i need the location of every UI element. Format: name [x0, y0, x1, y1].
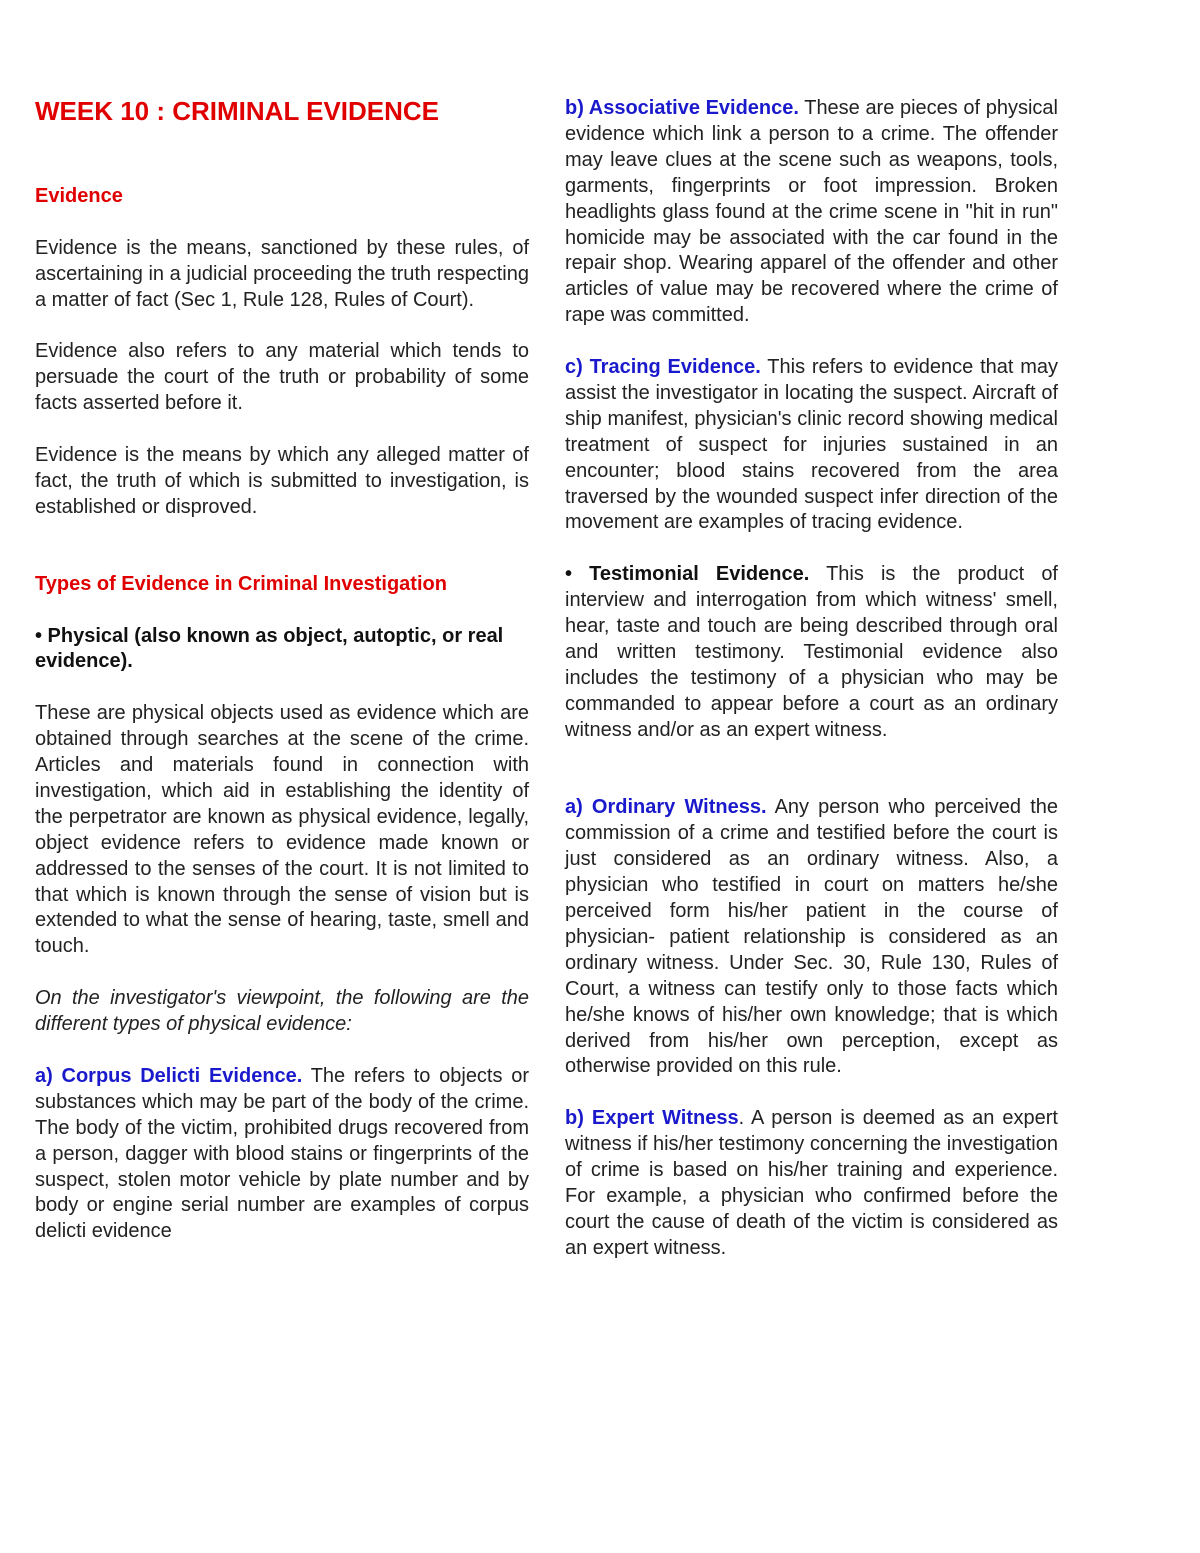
associative-evidence-text: These are pieces of physical evidence which link a person to a crime. The offender may leave clues at the scene such as weapons, tools, garments, fingerprints or foot impression. Broken headlights glass found at the crime scene in "hit in run" homicide may be associated with the car found in the repair shop. Wearing apparel of the offender and other articles of value may be recovered where the crime of rape was committed. [565, 97, 1058, 327]
right-column [565, 96, 1058, 1262]
ordinary-witness-text: Any person who perceived the commission of a crime and testified before the court is just considered as an ordinary witness. Also, a physician who testified in court on matters he/she perceived form his/her patient in the course of physician- patient relationship is considered as an ordinary witness. Under Sec. 30, Rule 130, Rules of Court, a witness can testify only to those facts which he/she knows of his/her own knowledge; that is which derived from his/her own perception, except as otherwise provided on this rule. [565, 796, 1058, 1078]
associative-evidence-paragraph [565, 96, 1058, 329]
evidence-heading: Evidence [35, 185, 123, 207]
page-title: WEEK 10 : CRIMINAL EVIDENCE [35, 96, 440, 126]
corpus-delicti-label: a) Corpus Delicti Evidence. [35, 1064, 303, 1087]
expert-witness-text: . A person is deemed as an expert witness if his/her testimony concerning the investigation of crime is based on his/her training and experience. For example, a physician who confirmed before the court the cause of death of the victim is considered as an expert witness. [565, 1107, 1058, 1259]
ordinary-witness-paragraph [565, 795, 1058, 1080]
corpus-delicti-text: The refers to objects or substances which may be part of the body of the crime. The body of the victim, prohibited drugs recovered from a person, dagger with blood stains or fingerprints of the suspect, stolen motor vehicle by plate number and by body or engine serial number are examples of corpus delicti evidence [35, 1064, 529, 1243]
types-of-evidence-heading: Types of Evidence in Criminal Investigation [35, 572, 447, 595]
ordinary-witness-label: a) Ordinary Witness. [565, 796, 767, 819]
evidence-definition-paragraph: Evidence is the means, sanctioned by these rules, of ascertaining in a judicial proceeding the truth respecting a matter of fact (Sec 1, Rule 128, Rules of Court). [35, 236, 529, 311]
corpus-delicti-paragraph [35, 1064, 529, 1245]
tracing-evidence-paragraph [565, 355, 1058, 536]
physical-evidence-heading: • Physical (also known as object, autoptic, or real evidence). [35, 624, 504, 673]
physical-evidence-paragraph: These are physical objects used as evidence which are obtained through searches at the scene of the crime. Articles and materials found in connection with investigation, which aid in establishing the identity of the perpetrator are known as physical evidence, legally, object evidence refers to evidence made known or addressed to the senses of the court. It is not limited to that which is known through the sense of vision but is extended to what the sense of hearing, taste, smell and touch. [35, 702, 529, 958]
testimonial-evidence-text: This is the product of interview and interrogation from which witness' smell, hear, taste and touch are being described through oral and written testimony. Testimonial evidence also includes the testimony of a physician who may be commanded to appear before a court as an ordinary witness and/or as an expert witness. [565, 563, 1058, 741]
evidence-material-paragraph: Evidence also refers to any material which tends to persuade the court of the truth or probability of some facts asserted before it. [35, 340, 529, 415]
left-column [35, 96, 529, 1245]
testimonial-evidence-label: • Testimonial Evidence. [565, 563, 810, 586]
expert-witness-paragraph [565, 1106, 1058, 1261]
evidence-means-paragraph: Evidence is the means by which any alleged matter of fact, the truth of which is submitted to investigation, is established or disproved. [35, 444, 529, 518]
tracing-evidence-text: This refers to evidence that may assist the investigator in locating the suspect. Aircraft of ship manifest, physician's clinic record showing medical treatment of suspect for injuries sustained in an encounter; blood stains recovered from the area traversed by the wounded suspect infer direction of the movement are examples of tracing evidence. [565, 356, 1058, 534]
expert-witness-label: b) Expert Witness [565, 1107, 739, 1130]
tracing-evidence-label: c) Tracing Evidence. [565, 356, 761, 379]
investigator-viewpoint-paragraph: On the investigator's viewpoint, the following are the different types of physical evidence: [35, 987, 529, 1036]
testimonial-evidence-paragraph [565, 562, 1058, 743]
associative-evidence-label: b) Associative Evidence. [565, 97, 799, 119]
